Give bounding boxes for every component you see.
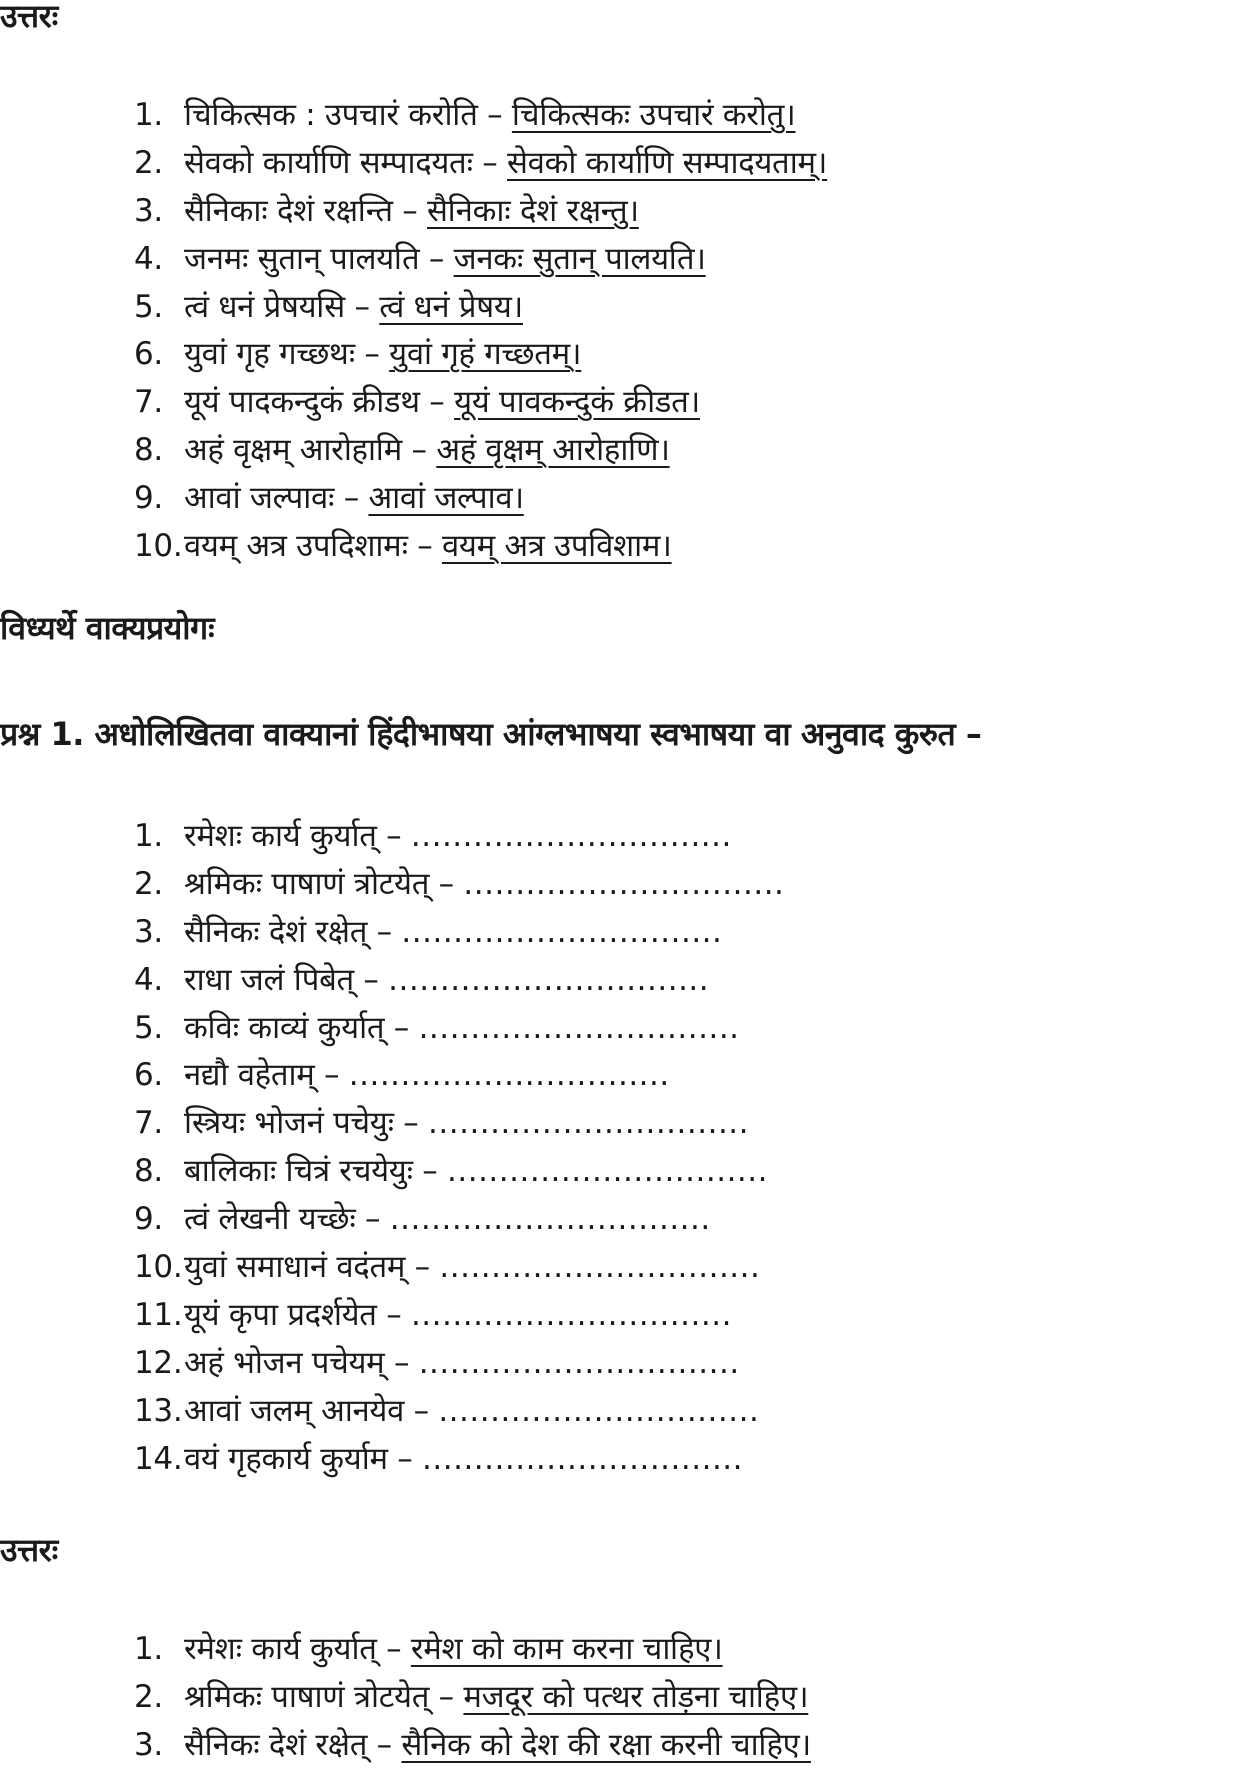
item-number: 5. — [134, 288, 163, 325]
item-answer: वयम् अत्र उपविशाम। — [441, 528, 672, 565]
item-sentence: युवां गृह गच्छथः – — [184, 336, 390, 373]
item-number: 14. — [134, 1440, 183, 1477]
item-number: 3. — [134, 1726, 163, 1763]
list-item — [134, 909, 784, 957]
item-sentence: चिकित्सक : उपचारं करोति – — [184, 97, 512, 133]
list-item — [134, 1052, 784, 1100]
item-sentence: आवां जलम् आनयेव – — [184, 1392, 439, 1429]
item-answer: आवां जल्पाव। — [368, 480, 524, 517]
list-item — [134, 1148, 784, 1196]
item-number: 4. — [134, 961, 163, 998]
list-item — [134, 813, 784, 861]
item-sentence: श्रमिकः पाषाणं त्रोटयेत् – — [184, 865, 464, 902]
item-number: 11. — [134, 1296, 183, 1333]
item-number: 1. — [134, 97, 163, 133]
item-sentence: अहं भोजन पचेयम् – — [184, 1344, 419, 1381]
item-number: 7. — [134, 384, 163, 421]
item-number: 3. — [134, 913, 163, 950]
list-item — [134, 1340, 784, 1388]
list-item — [134, 379, 827, 427]
answer-list-translation — [134, 1626, 811, 1770]
item-blank: ............................... — [439, 1249, 761, 1286]
item-number: 9. — [134, 480, 163, 517]
item-number: 2. — [134, 1678, 163, 1715]
section-heading: विध्यर्थे वाक्यप्रयोगः — [0, 609, 215, 647]
item-sentence: सैनिकः देशं रक्षेत् – — [184, 1726, 402, 1763]
item-sentence: यूयं पादकन्दुकं क्रीडथ – — [184, 384, 455, 421]
item-sentence: जनमः सुतान् पालयति – — [184, 240, 454, 277]
list-item — [134, 92, 827, 140]
item-number: 7. — [134, 1105, 163, 1142]
item-sentence: युवां समाधानं वदंतम् – — [184, 1249, 440, 1286]
list-item — [134, 140, 827, 188]
item-sentence: रमेशः कार्य कुर्यात् – — [184, 818, 411, 854]
item-number: 5. — [134, 1009, 163, 1046]
item-sentence: त्वं लेखनी यच्छेः – — [184, 1201, 390, 1238]
item-number: 8. — [134, 1153, 163, 1190]
item-answer: सैनिकाः देशं रक्षन्तु। — [427, 192, 639, 229]
answer-heading-2: उत्तरः — [0, 1531, 58, 1569]
list-item — [134, 475, 827, 523]
item-answer: युवां गृहं गच्छतम्। — [389, 336, 582, 373]
item-sentence: सैनिकः देशं रक्षेत् – — [184, 913, 402, 950]
item-sentence: त्वं धनं प्रेषयसि – — [184, 288, 380, 325]
question-list-potential — [134, 813, 784, 1483]
item-number: 12. — [134, 1344, 183, 1381]
item-number: 1. — [134, 818, 163, 854]
answer-heading: उत्तरः — [0, 0, 58, 35]
item-blank: ............................... — [389, 1201, 711, 1238]
list-item — [134, 1196, 784, 1244]
list-item — [134, 1674, 811, 1722]
item-answer: त्वं धनं प्रेषय। — [379, 288, 523, 325]
item-number: 3. — [134, 192, 163, 229]
item-number: 1. — [134, 1631, 163, 1667]
item-number: 4. — [134, 240, 163, 277]
item-sentence: बालिकाः चित्रं रचयेयुः – — [184, 1153, 448, 1190]
item-blank: ............................... — [447, 1153, 768, 1190]
item-blank: ............................... — [428, 1105, 750, 1142]
item-sentence: अहं वृक्षम् आरोहामि – — [184, 432, 437, 469]
item-answer: यूयं पावकन्दुकं क्रीडत। — [454, 384, 700, 421]
item-sentence: वयम् अत्र उपदिशामः – — [184, 528, 442, 565]
list-item — [134, 1292, 784, 1340]
item-answer: सेवको कार्याणि सम्पादयताम्। — [507, 144, 828, 181]
list-item — [134, 1388, 784, 1436]
item-sentence: राधा जलं पिबेत् – — [184, 961, 389, 998]
item-number: 8. — [134, 432, 163, 469]
list-item — [134, 236, 827, 284]
item-number: 10. — [134, 1249, 183, 1286]
item-sentence: स्त्रियः भोजनं पचेयुः – — [184, 1105, 429, 1142]
item-number: 6. — [134, 1057, 163, 1094]
item-blank: ............................... — [388, 961, 710, 998]
item-number: 10. — [134, 528, 183, 565]
item-blank: ............................... — [410, 818, 732, 854]
item-sentence: सेवको कार्याणि सम्पादयतः – — [184, 144, 507, 181]
item-sentence: आवां जल्पावः – — [184, 480, 369, 517]
question-heading: प्रश्न 1. अधोलिखितवा वाक्यानां हिंदीभाषया आंग्लभाषया स्वभाषया वा अनुवाद कुरुत – — [0, 715, 982, 753]
item-number: 13. — [134, 1392, 183, 1429]
item-number: 9. — [134, 1201, 163, 1238]
item-sentence: यूयं कृपा प्रदर्शयेत – — [184, 1296, 411, 1333]
item-answer: रमेश को काम करना चाहिए। — [410, 1631, 723, 1667]
answer-list-imperative — [134, 92, 827, 571]
item-blank: ............................... — [422, 1440, 744, 1477]
item-answer: चिकित्सकः उपचारं करोतु। — [511, 97, 796, 133]
item-blank: ............................... — [438, 1392, 760, 1429]
item-number: 6. — [134, 336, 163, 373]
item-sentence: श्रमिकः पाषाणं त्रोटयेत् – — [184, 1678, 464, 1715]
list-item — [134, 331, 827, 379]
item-blank: ............................... — [410, 1296, 732, 1333]
list-item — [134, 1722, 811, 1770]
list-item — [134, 1005, 784, 1053]
list-item — [134, 861, 784, 909]
item-sentence: सैनिकाः देशं रक्षन्ति – — [184, 192, 427, 229]
list-item — [134, 1626, 811, 1674]
item-answer: सैनिक को देश की रक्षा करनी चाहिए। — [401, 1726, 811, 1763]
item-number: 2. — [134, 865, 163, 902]
item-answer: जनकः सुतान् पालयति। — [453, 240, 706, 277]
list-item — [134, 284, 827, 332]
item-blank: ............................... — [401, 913, 723, 950]
item-number: 2. — [134, 144, 163, 181]
list-item — [134, 523, 827, 571]
list-item — [134, 957, 784, 1005]
item-sentence: वयं गृहकार्य कुर्याम – — [184, 1440, 423, 1477]
item-blank: ............................... — [348, 1057, 670, 1094]
item-sentence: रमेशः कार्य कुर्यात् – — [184, 1631, 411, 1667]
item-sentence: कविः काव्यं कुर्यात् – — [184, 1009, 419, 1046]
list-item — [134, 1244, 784, 1292]
item-blank: ............................... — [463, 865, 785, 902]
item-answer: अहं वृक्षम् आरोहाणि। — [436, 432, 670, 469]
item-sentence: नद्यौ वहेताम् – — [184, 1057, 349, 1094]
list-item — [134, 188, 827, 236]
list-item — [134, 427, 827, 475]
item-blank: ............................... — [418, 1344, 740, 1381]
item-answer: मजदूर को पत्थर तोड़ना चाहिए। — [463, 1678, 809, 1715]
list-item — [134, 1100, 784, 1148]
list-item — [134, 1436, 784, 1484]
item-blank: ............................... — [418, 1009, 740, 1046]
